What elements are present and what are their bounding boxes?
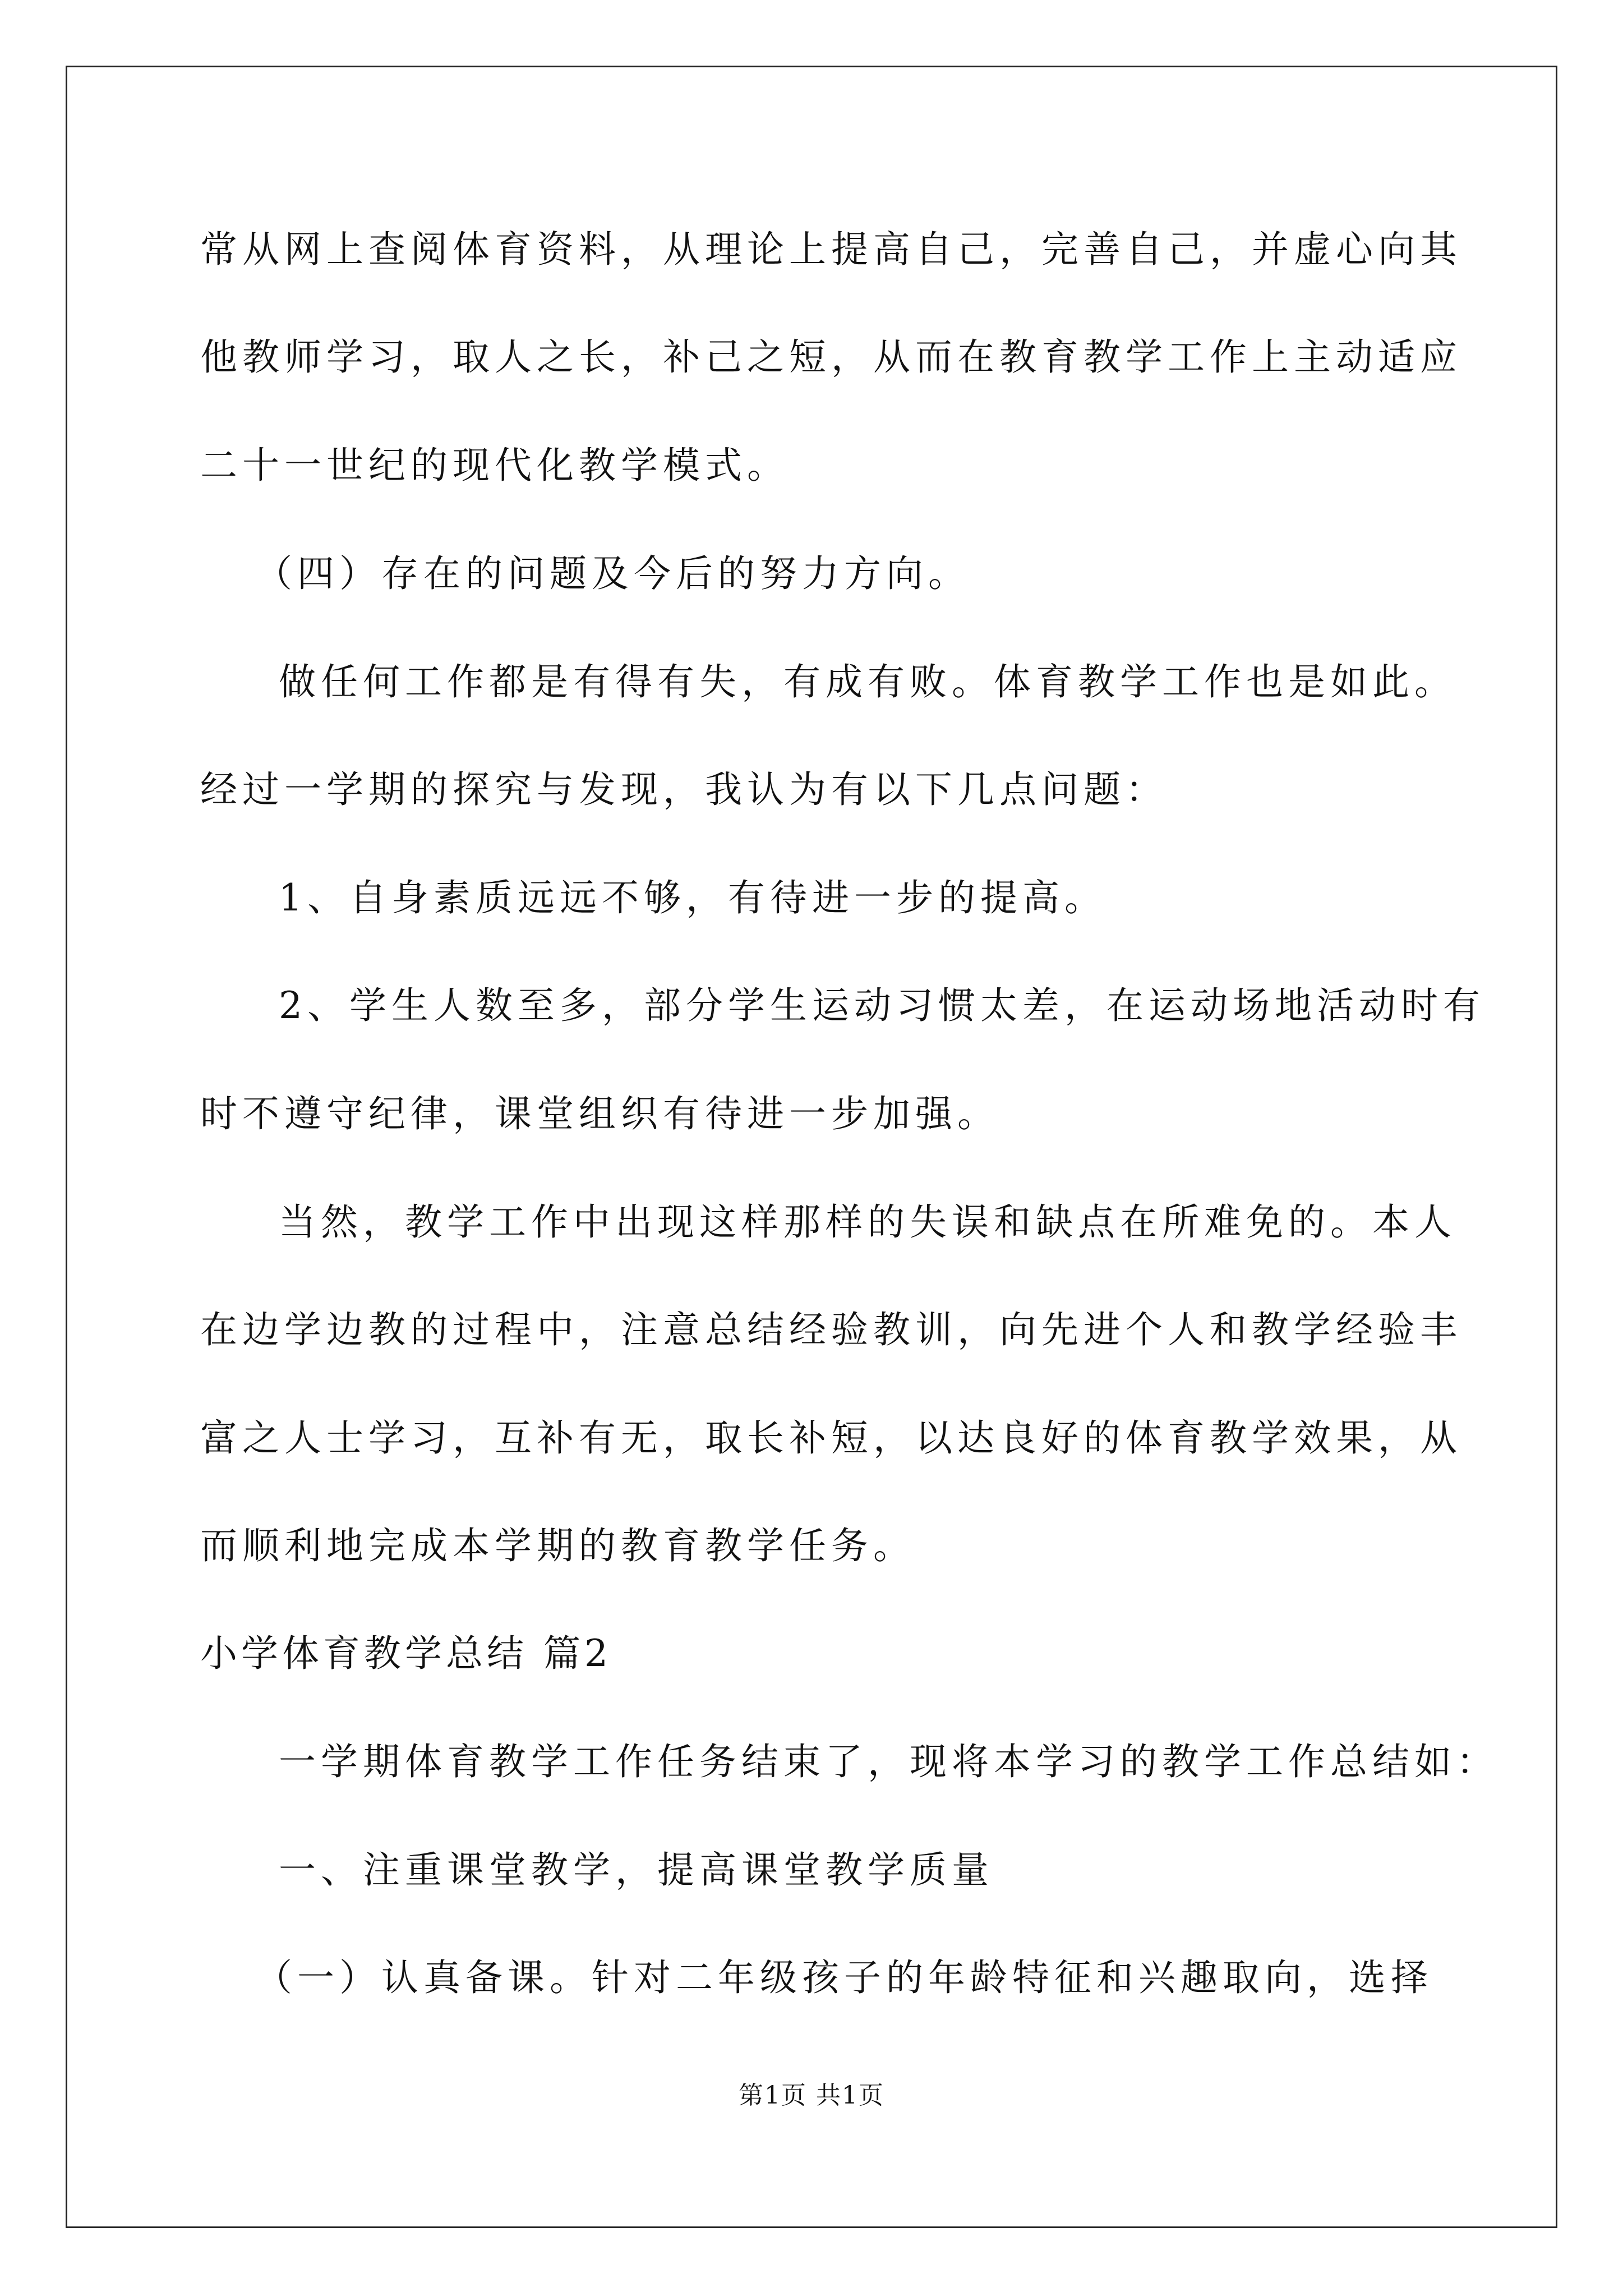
body-line-11: 在边学边教的过程中，注意总结经验教训，向先进个人和教学经验丰 bbox=[200, 1308, 1462, 1351]
body-line-6: 经过一学期的探究与发现，我认为有以下几点问题： bbox=[200, 768, 1168, 811]
body-line-13: 而顺利地完成本学期的教育教学任务。 bbox=[200, 1524, 915, 1567]
section-heading-1: 一、注重课堂教学，提高课堂教学质量 bbox=[279, 1848, 994, 1892]
body-line-15: 一学期体育教学工作任务结束了，现将本学习的教学工作总结如： bbox=[279, 1740, 1498, 1783]
body-line-10: 当然，教学工作中出现这样那样的失误和缺点在所难免的。本人 bbox=[279, 1200, 1456, 1244]
body-line-12: 富之人士学习，互补有无，取长补短，以达良好的体育教学效果，从 bbox=[200, 1416, 1462, 1460]
body-line-3: 二十一世纪的现代化教学模式。 bbox=[200, 444, 789, 487]
list-item-2: 2、学生人数至多，部分学生运动习惯太差，在运动场地活动时有 bbox=[279, 984, 1485, 1027]
page-border bbox=[66, 66, 1557, 2228]
section-heading-4: （四）存在的问题及今后的努力方向。 bbox=[255, 552, 970, 595]
page-number-footer: 第1页 共1页 bbox=[739, 2081, 884, 2110]
list-item-2-cont: 时不遵守纪律，课堂组织有待进一步加强。 bbox=[200, 1092, 999, 1135]
body-line-1: 常从网上查阅体育资料，从理论上提高自己，完善自己，并虚心向其 bbox=[200, 228, 1462, 271]
article-title: 小学体育教学总结 篇2 bbox=[200, 1632, 612, 1675]
body-line-17: （一）认真备课。针对二年级孩子的年龄特征和兴趣取向，选择 bbox=[255, 1956, 1433, 1999]
list-item-1: 1、自身素质远远不够，有待进一步的提高。 bbox=[279, 876, 1106, 919]
body-line-2: 他教师学习，取人之长，补己之短，从而在教育教学工作上主动适应 bbox=[200, 335, 1462, 379]
body-line-5: 做任何工作都是有得有失，有成有败。体育教学工作也是如此。 bbox=[279, 660, 1456, 703]
